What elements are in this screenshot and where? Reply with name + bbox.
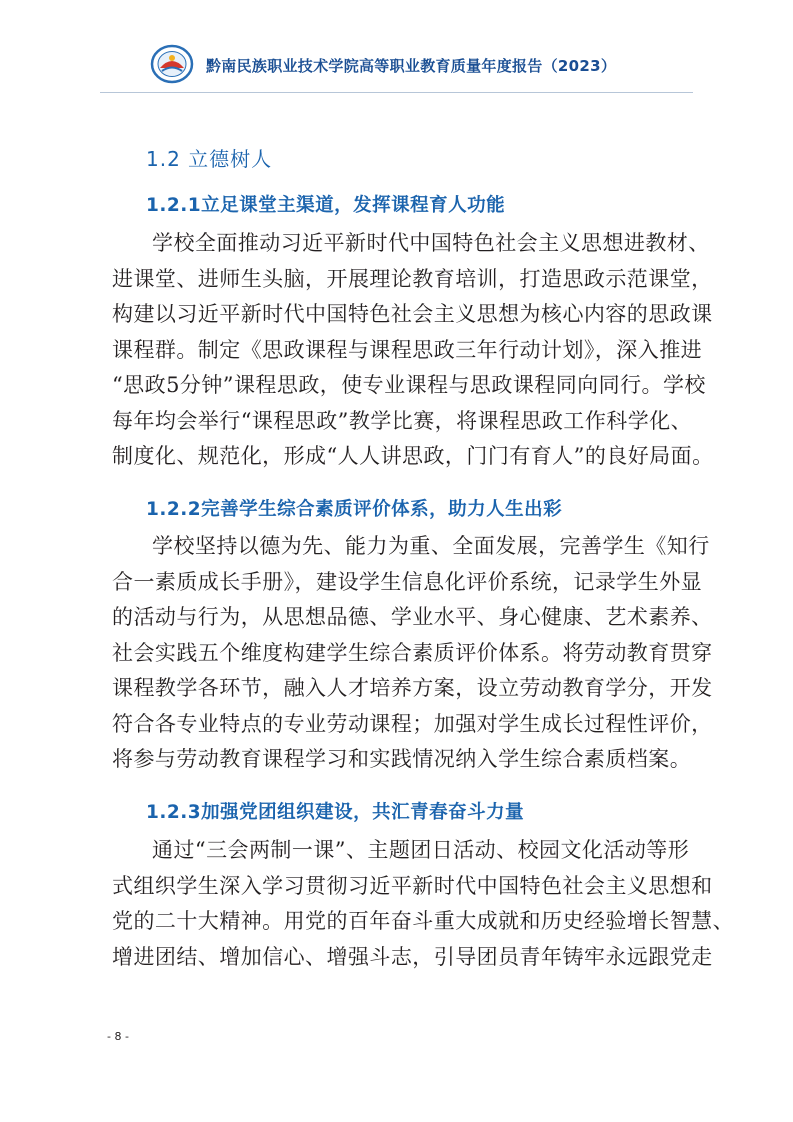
paragraph-line: 制度化、规范化，形成“人人讲思政，门门有育人”的良好局面。 bbox=[112, 444, 714, 468]
paragraph-line: 式组织学生深入学习贯彻习近平新时代中国特色社会主义思想和 bbox=[112, 873, 713, 898]
paragraph-3 bbox=[112, 833, 735, 975]
paragraph-line: 课程教学各环节，融入人才培养方案，设立劳动教育学分，开发 bbox=[112, 676, 713, 700]
paragraph-line: 每年均会举行“课程思政”教学比赛，将课程思政工作科学化、 bbox=[112, 408, 693, 433]
paragraph-line: 课程群。制定《思政课程与课程思政三年行动计划》，深入推进 bbox=[112, 337, 703, 362]
subsection-heading-3: 1.2.3加强党团组织建设，共汇青春奋斗力量 bbox=[146, 802, 525, 823]
paragraph-line: 学校坚持以德为先、能力为重、全面发展，完善学生《知行 bbox=[152, 534, 710, 558]
paragraph-line: 将参与劳动教育课程学习和实践情况纳入学生综合素质档案。 bbox=[112, 747, 692, 771]
page-header bbox=[0, 0, 793, 100]
section-heading: 1.2 立德树人 bbox=[146, 147, 273, 171]
header-divider bbox=[100, 92, 693, 93]
paragraph-line: 党的二十大精神。用党的百年奋斗重大成就和历史经验增长智慧、 bbox=[112, 909, 735, 933]
paragraph-line: 进课堂、进师生头脑，开展理论教育培训，打造思政示范课堂， bbox=[112, 266, 713, 291]
paragraph-1 bbox=[112, 226, 714, 475]
paragraph-line: 构建以习近平新时代中国特色社会主义思想为核心内容的思政课 bbox=[112, 302, 713, 326]
paragraph-line: 学校全面推动习近平新时代中国特色社会主义思想进教材、 bbox=[152, 231, 710, 255]
paragraph-line: “思政5分钟”课程思政，使专业课程与思政课程同向同行。学校 bbox=[112, 373, 706, 397]
subsection-heading-1: 1.2.1立足课堂主渠道，发挥课程育人功能 bbox=[146, 195, 506, 216]
paragraph-line: 社会实践五个维度构建学生综合素质评价体系。将劳动教育贯穿 bbox=[112, 640, 713, 665]
paragraph-2 bbox=[112, 529, 713, 778]
page-number: - 8 - bbox=[107, 1030, 129, 1043]
report-title: 黔南民族职业技术学院高等职业教育质量年度报告（2023） bbox=[206, 57, 617, 75]
subsection-heading-2: 1.2.2完善学生综合素质评价体系，助力人生出彩 bbox=[146, 499, 563, 520]
paragraph-line: 增进团结、增加信心、增强斗志，引导团员青年铸牢永远跟党走 bbox=[112, 944, 713, 969]
paragraph-line: 通过“三会两制一课”、主题团日活动、校园文化活动等形 bbox=[152, 838, 690, 862]
paragraph-line: 合一素质成长手册》，建设学生信息化评价系统，记录学生外显 bbox=[112, 569, 703, 594]
college-seal-icon bbox=[150, 44, 194, 84]
paragraph-line: 符合各专业特点的专业劳动课程；加强对学生成长过程性评价， bbox=[112, 711, 713, 736]
paragraph-line: 的活动与行为，从思想品德、学业水平、身心健康、艺术素养、 bbox=[112, 605, 713, 629]
